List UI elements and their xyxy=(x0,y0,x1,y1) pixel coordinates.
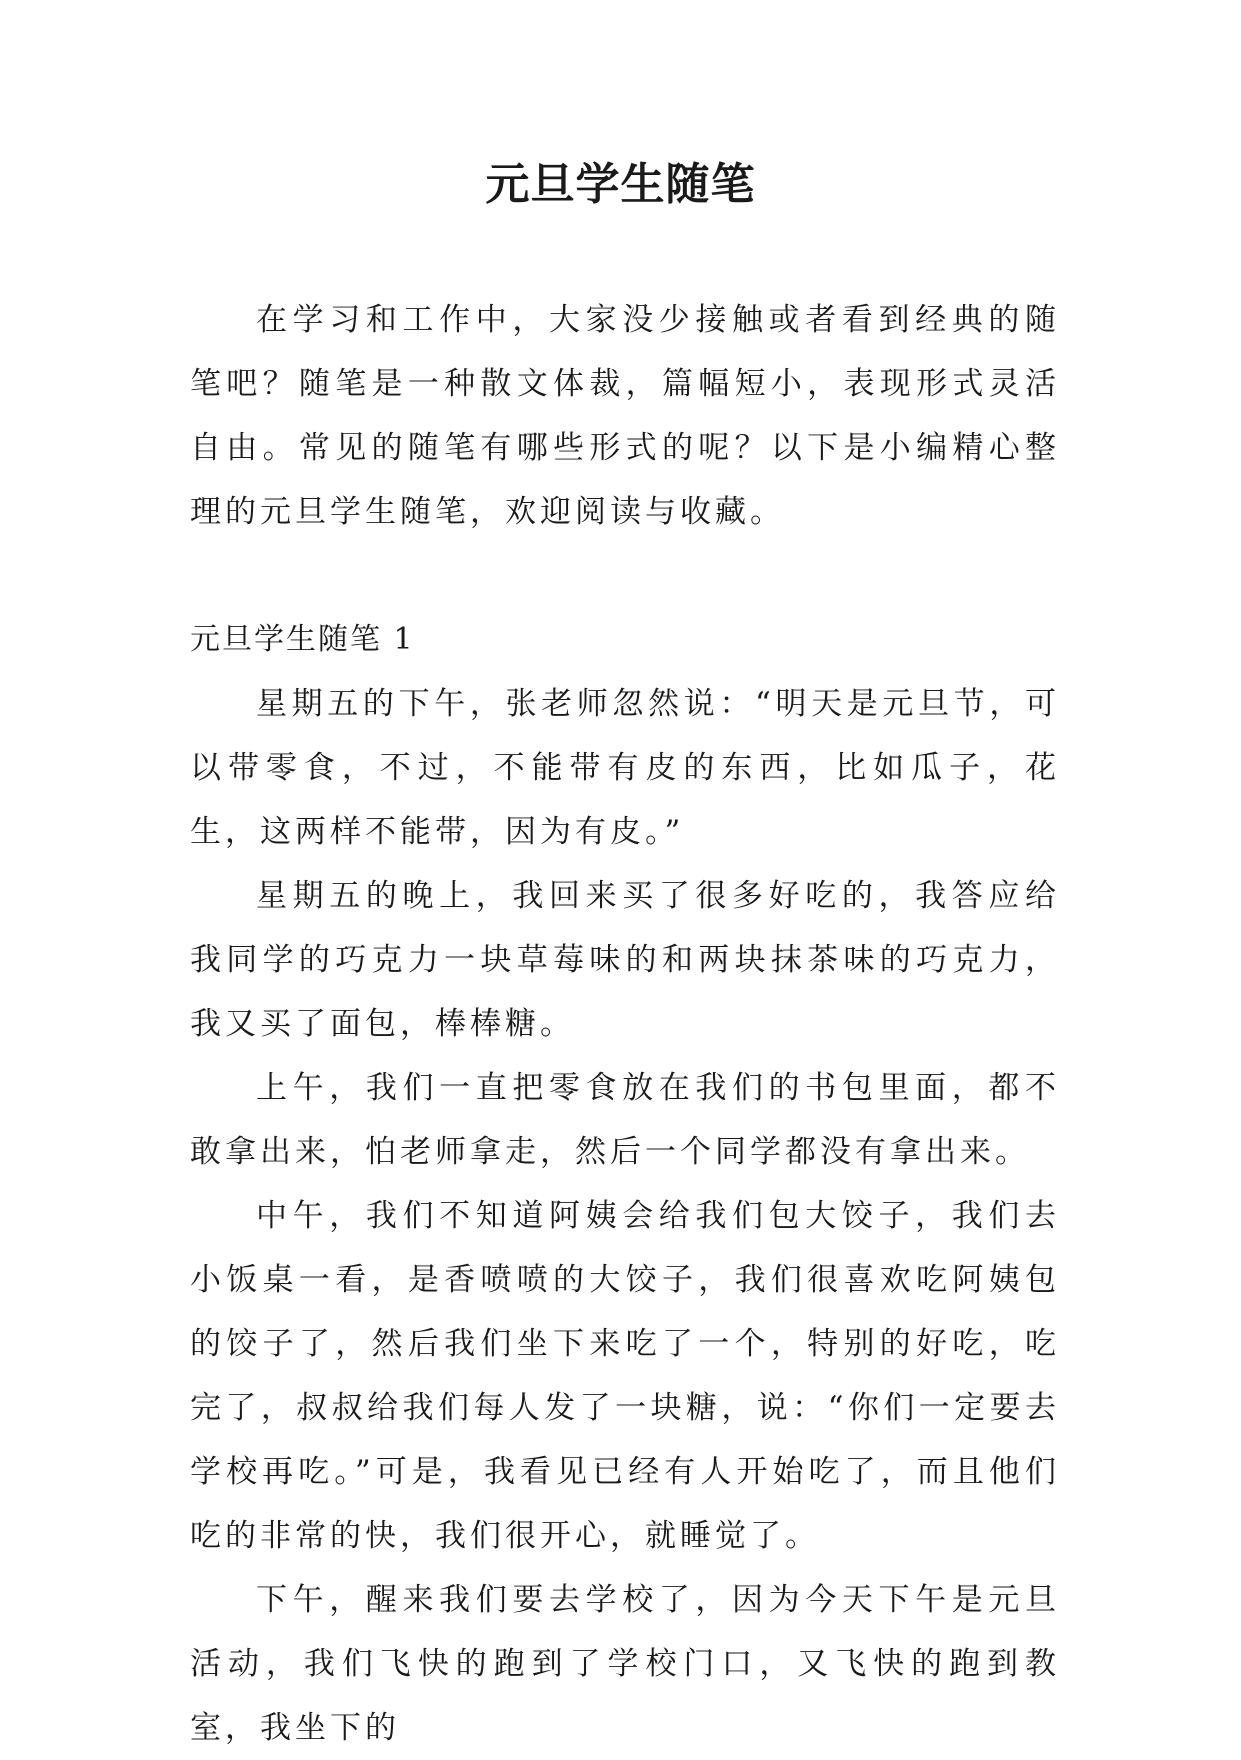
section-heading: 元旦学生随笔 1 xyxy=(190,622,415,657)
body-paragraph: 上午，我们一直把零食放在我们的书包里面，都不敢拿出来，怕老师拿走，然后一个同学都没有拿出来。 xyxy=(190,1070,1060,1170)
document-title: 元旦学生随笔 xyxy=(485,159,756,210)
intro-paragraph: 在学习和工作中，大家没少接触或者看到经典的随笔吧？随笔是一种散文体裁，篇幅短小，表现形式灵活自由。常见的随笔有哪些形式的呢？以下是小编精心整理的元旦学生随笔，欢迎阅读与收藏。 xyxy=(190,302,1060,530)
body-paragraph: 星期五的晚上，我回来买了很多好吃的，我答应给我同学的巧克力一块草莓味的和两块抹茶味的巧克力，我又买了面包，棒棒糖。 xyxy=(190,878,1060,1042)
document-body xyxy=(190,288,1060,1760)
body-paragraph: 星期五的下午，张老师忽然说：“明天是元旦节，可以带零食，不过，不能带有皮的东西，比如瓜子，花生，这两样不能带，因为有皮。” xyxy=(190,686,1060,850)
body-paragraph: 下午，醒来我们要去学校了，因为今天下午是元旦活动，我们飞快的跑到了学校门口，又飞快的跑到教室，我坐下的 xyxy=(190,1582,1060,1746)
body-paragraph: 中午，我们不知道阿姨会给我们包大饺子，我们去小饭桌一看，是香喷喷的大饺子，我们很喜欢吃阿姨包的饺子了，然后我们坐下来吃了一个，特别的好吃，吃完了，叔叔给我们每人发了一块糖，说：“你们一定要去学校再吃。”可是，我看见已经有人开始吃了，而且他们吃的非常的快，我们很开心，就睡觉了。 xyxy=(190,1198,1060,1554)
